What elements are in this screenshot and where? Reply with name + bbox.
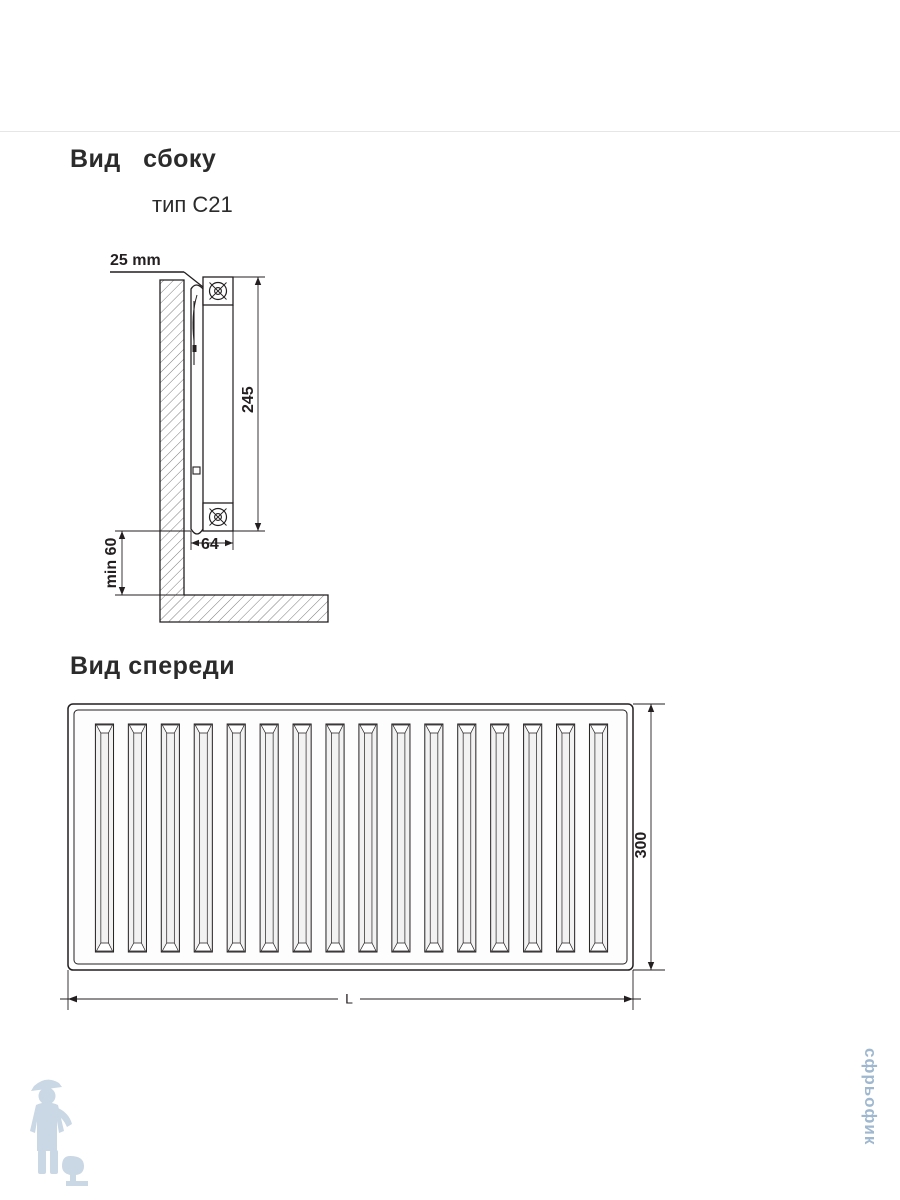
radiator-front-casing <box>68 704 633 970</box>
dimension-wall-thickness <box>110 252 203 287</box>
radiator-fin <box>194 724 212 952</box>
radiator-fin <box>260 724 278 952</box>
radiator-fin <box>425 724 443 952</box>
radiator-fin <box>227 724 245 952</box>
floor-clearance-label: min 60 <box>103 537 120 589</box>
radiator-type-label: тип C21 <box>152 192 233 217</box>
radiator-fin <box>293 724 311 952</box>
side-view-title: Вид сбоку <box>70 145 217 173</box>
radiator-side-profile <box>191 277 233 534</box>
plumber-figure-watermark <box>14 1070 100 1186</box>
radiator-fin <box>589 724 607 952</box>
header-divider <box>0 131 900 132</box>
radiator-fin <box>392 724 410 952</box>
height-300-label: 300 <box>633 831 650 859</box>
wall-floor-section <box>160 280 328 622</box>
radiator-fin <box>326 724 344 952</box>
radiator-fin <box>557 724 575 952</box>
dimension-height-245 <box>218 277 265 531</box>
radiator-fin <box>359 724 377 952</box>
front-view-title: Вид спереди <box>70 652 236 680</box>
side-view-drawing <box>60 245 390 645</box>
site-watermark <box>861 1046 898 1196</box>
radiator-fin <box>458 724 476 952</box>
dimension-height-300 <box>633 704 665 970</box>
radiator-fin <box>161 724 179 952</box>
height-245-label: 245 <box>240 386 257 413</box>
site-watermark-text: сфрьофик <box>861 1048 880 1146</box>
length-L-label: L <box>345 990 353 1007</box>
radiator-fin <box>491 724 509 952</box>
radiator-fin <box>95 724 113 952</box>
depth-64-label: 64 <box>201 536 219 553</box>
front-view-drawing <box>50 690 690 1040</box>
radiator-fin <box>128 724 146 952</box>
wall-thickness-label: 25 mm <box>110 252 161 269</box>
dimension-length-L <box>60 970 641 1010</box>
radiator-fin <box>524 724 542 952</box>
